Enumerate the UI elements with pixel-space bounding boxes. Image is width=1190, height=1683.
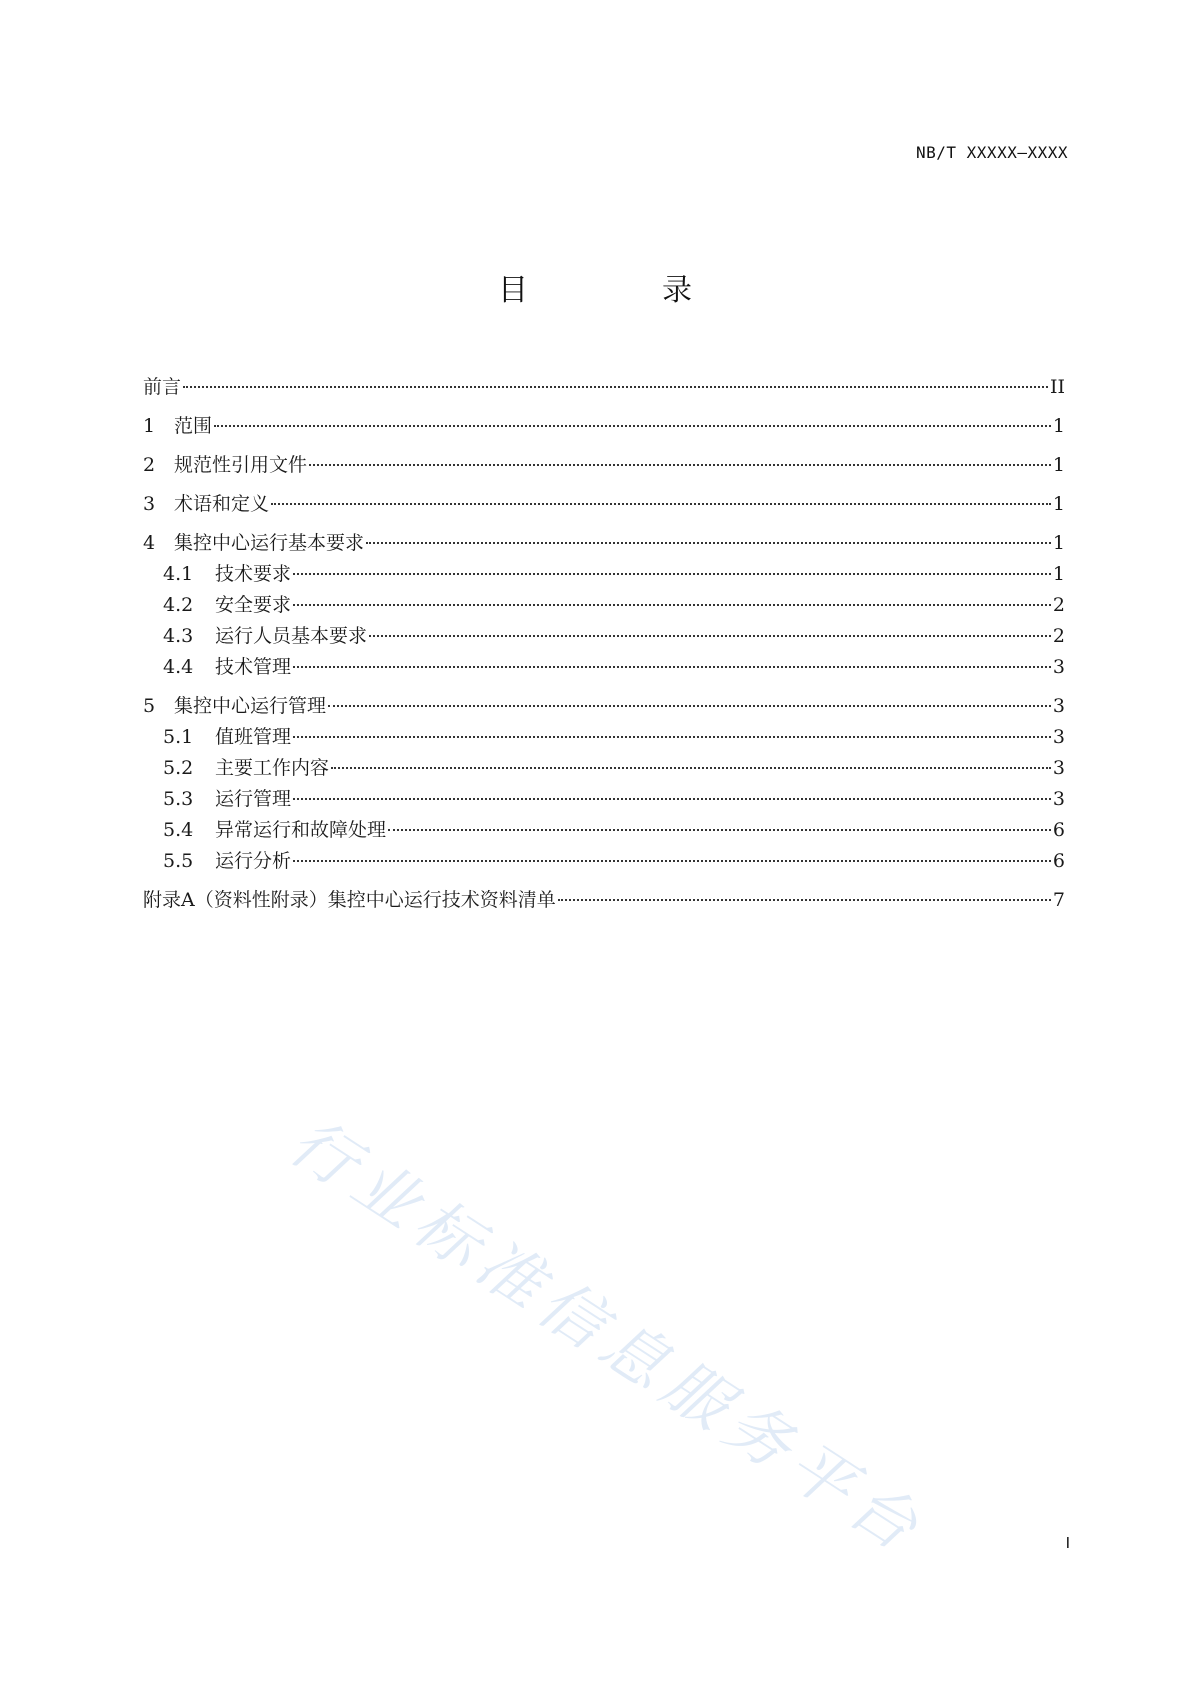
toc-entry-label: 技术管理 [215,656,292,678]
toc-entry-label: 运行人员基本要求 [215,625,368,647]
toc-entry[interactable] [143,489,1065,520]
page-number: I [1065,1534,1070,1552]
toc-entry-number: 3 [143,493,156,515]
toc-entry-number: 5.4 [163,819,194,841]
toc-entry-label: 值班管理 [215,726,292,748]
toc-dot-leader [293,860,1051,862]
toc-entry[interactable] [143,691,1065,722]
toc-entry[interactable] [143,652,1065,683]
toc-entry-number: 4.1 [163,563,194,585]
toc-entry[interactable] [143,815,1065,846]
toc-entry-label: 主要工作内容 [215,757,330,779]
toc-entry-number: 4.4 [163,656,194,678]
toc-dot-leader [388,829,1051,831]
toc-entry-number: 4.3 [163,625,194,647]
toc-entry-page: 2 [1052,625,1065,647]
toc-entry[interactable] [143,450,1065,481]
toc-dot-leader [366,542,1051,544]
toc-dot-leader [331,767,1051,769]
toc-entry-label: 附录A（资料性附录）集控中心运行技术资料清单 [143,889,556,911]
toc-entry[interactable] [143,885,1065,916]
toc-entry[interactable] [143,372,1065,403]
toc-entry[interactable] [143,411,1065,442]
toc-entry-number: 5 [143,695,156,717]
toc-entry-number: 1 [143,415,156,437]
toc-entry-number: 2 [143,454,156,476]
toc-entry-page: 3 [1052,695,1065,717]
toc-entry-page: 3 [1052,788,1065,810]
toc-entry-label: 前言 [143,376,182,398]
toc-dot-leader [328,705,1051,707]
toc-entry-page: 6 [1052,850,1065,872]
toc-dot-leader [309,464,1051,466]
toc-dot-leader [293,604,1051,606]
toc-entry-label: 规范性引用文件 [174,454,308,476]
toc-entry-label: 运行管理 [215,788,292,810]
toc-entry-page: 1 [1052,415,1065,437]
toc-entry-number: 5.1 [163,726,194,748]
toc-dot-leader [293,666,1051,668]
toc-entry-page: 3 [1052,757,1065,779]
toc-entry-page: 1 [1052,563,1065,585]
toc-entry-number: 4 [143,532,156,554]
toc-entry[interactable] [143,784,1065,815]
toc-entry[interactable] [143,559,1065,590]
toc-dot-leader [293,736,1051,738]
toc-entry-label: 运行分析 [215,850,292,872]
toc-entry-label: 技术要求 [215,563,292,585]
toc-dot-leader [558,899,1051,901]
toc-entry-page: 3 [1052,656,1065,678]
toc-entry[interactable] [143,753,1065,784]
toc-entry-label: 集控中心运行基本要求 [174,532,365,554]
toc-entry-page: 1 [1052,493,1065,515]
watermark: 行业标准信息服务平台 [276,1105,938,1571]
toc-entry-page: 2 [1052,594,1065,616]
toc-entry-page: 3 [1052,726,1065,748]
toc-entry[interactable] [143,621,1065,652]
toc-entry-label: 术语和定义 [174,493,270,515]
toc-dot-leader [293,573,1051,575]
toc-entry-page: 1 [1052,454,1065,476]
table-of-contents [143,372,1065,916]
toc-dot-leader [183,386,1048,388]
toc-entry-label: 范围 [174,415,213,437]
toc-entry-label: 安全要求 [215,594,292,616]
toc-entry-number: 5.5 [163,850,194,872]
toc-dot-leader [271,503,1051,505]
toc-entry-page: 6 [1052,819,1065,841]
toc-entry[interactable] [143,846,1065,877]
toc-entry-number: 5.3 [163,788,194,810]
toc-dot-leader [214,425,1051,427]
toc-entry-number: 5.2 [163,757,194,779]
toc-entry-page: II [1049,376,1065,398]
toc-entry-label: 异常运行和故障处理 [215,819,387,841]
toc-dot-leader [293,798,1051,800]
toc-entry-number: 4.2 [163,594,194,616]
toc-entry[interactable] [143,722,1065,753]
toc-entry-page: 1 [1052,532,1065,554]
toc-title: 目 录 [498,273,744,308]
toc-entry[interactable] [143,590,1065,621]
toc-entry[interactable] [143,528,1065,559]
toc-dot-leader [369,635,1051,637]
standard-number: NB/T XXXXX—XXXX [916,143,1068,162]
toc-entry-page: 7 [1052,889,1065,911]
toc-entry-label: 集控中心运行管理 [174,695,327,717]
